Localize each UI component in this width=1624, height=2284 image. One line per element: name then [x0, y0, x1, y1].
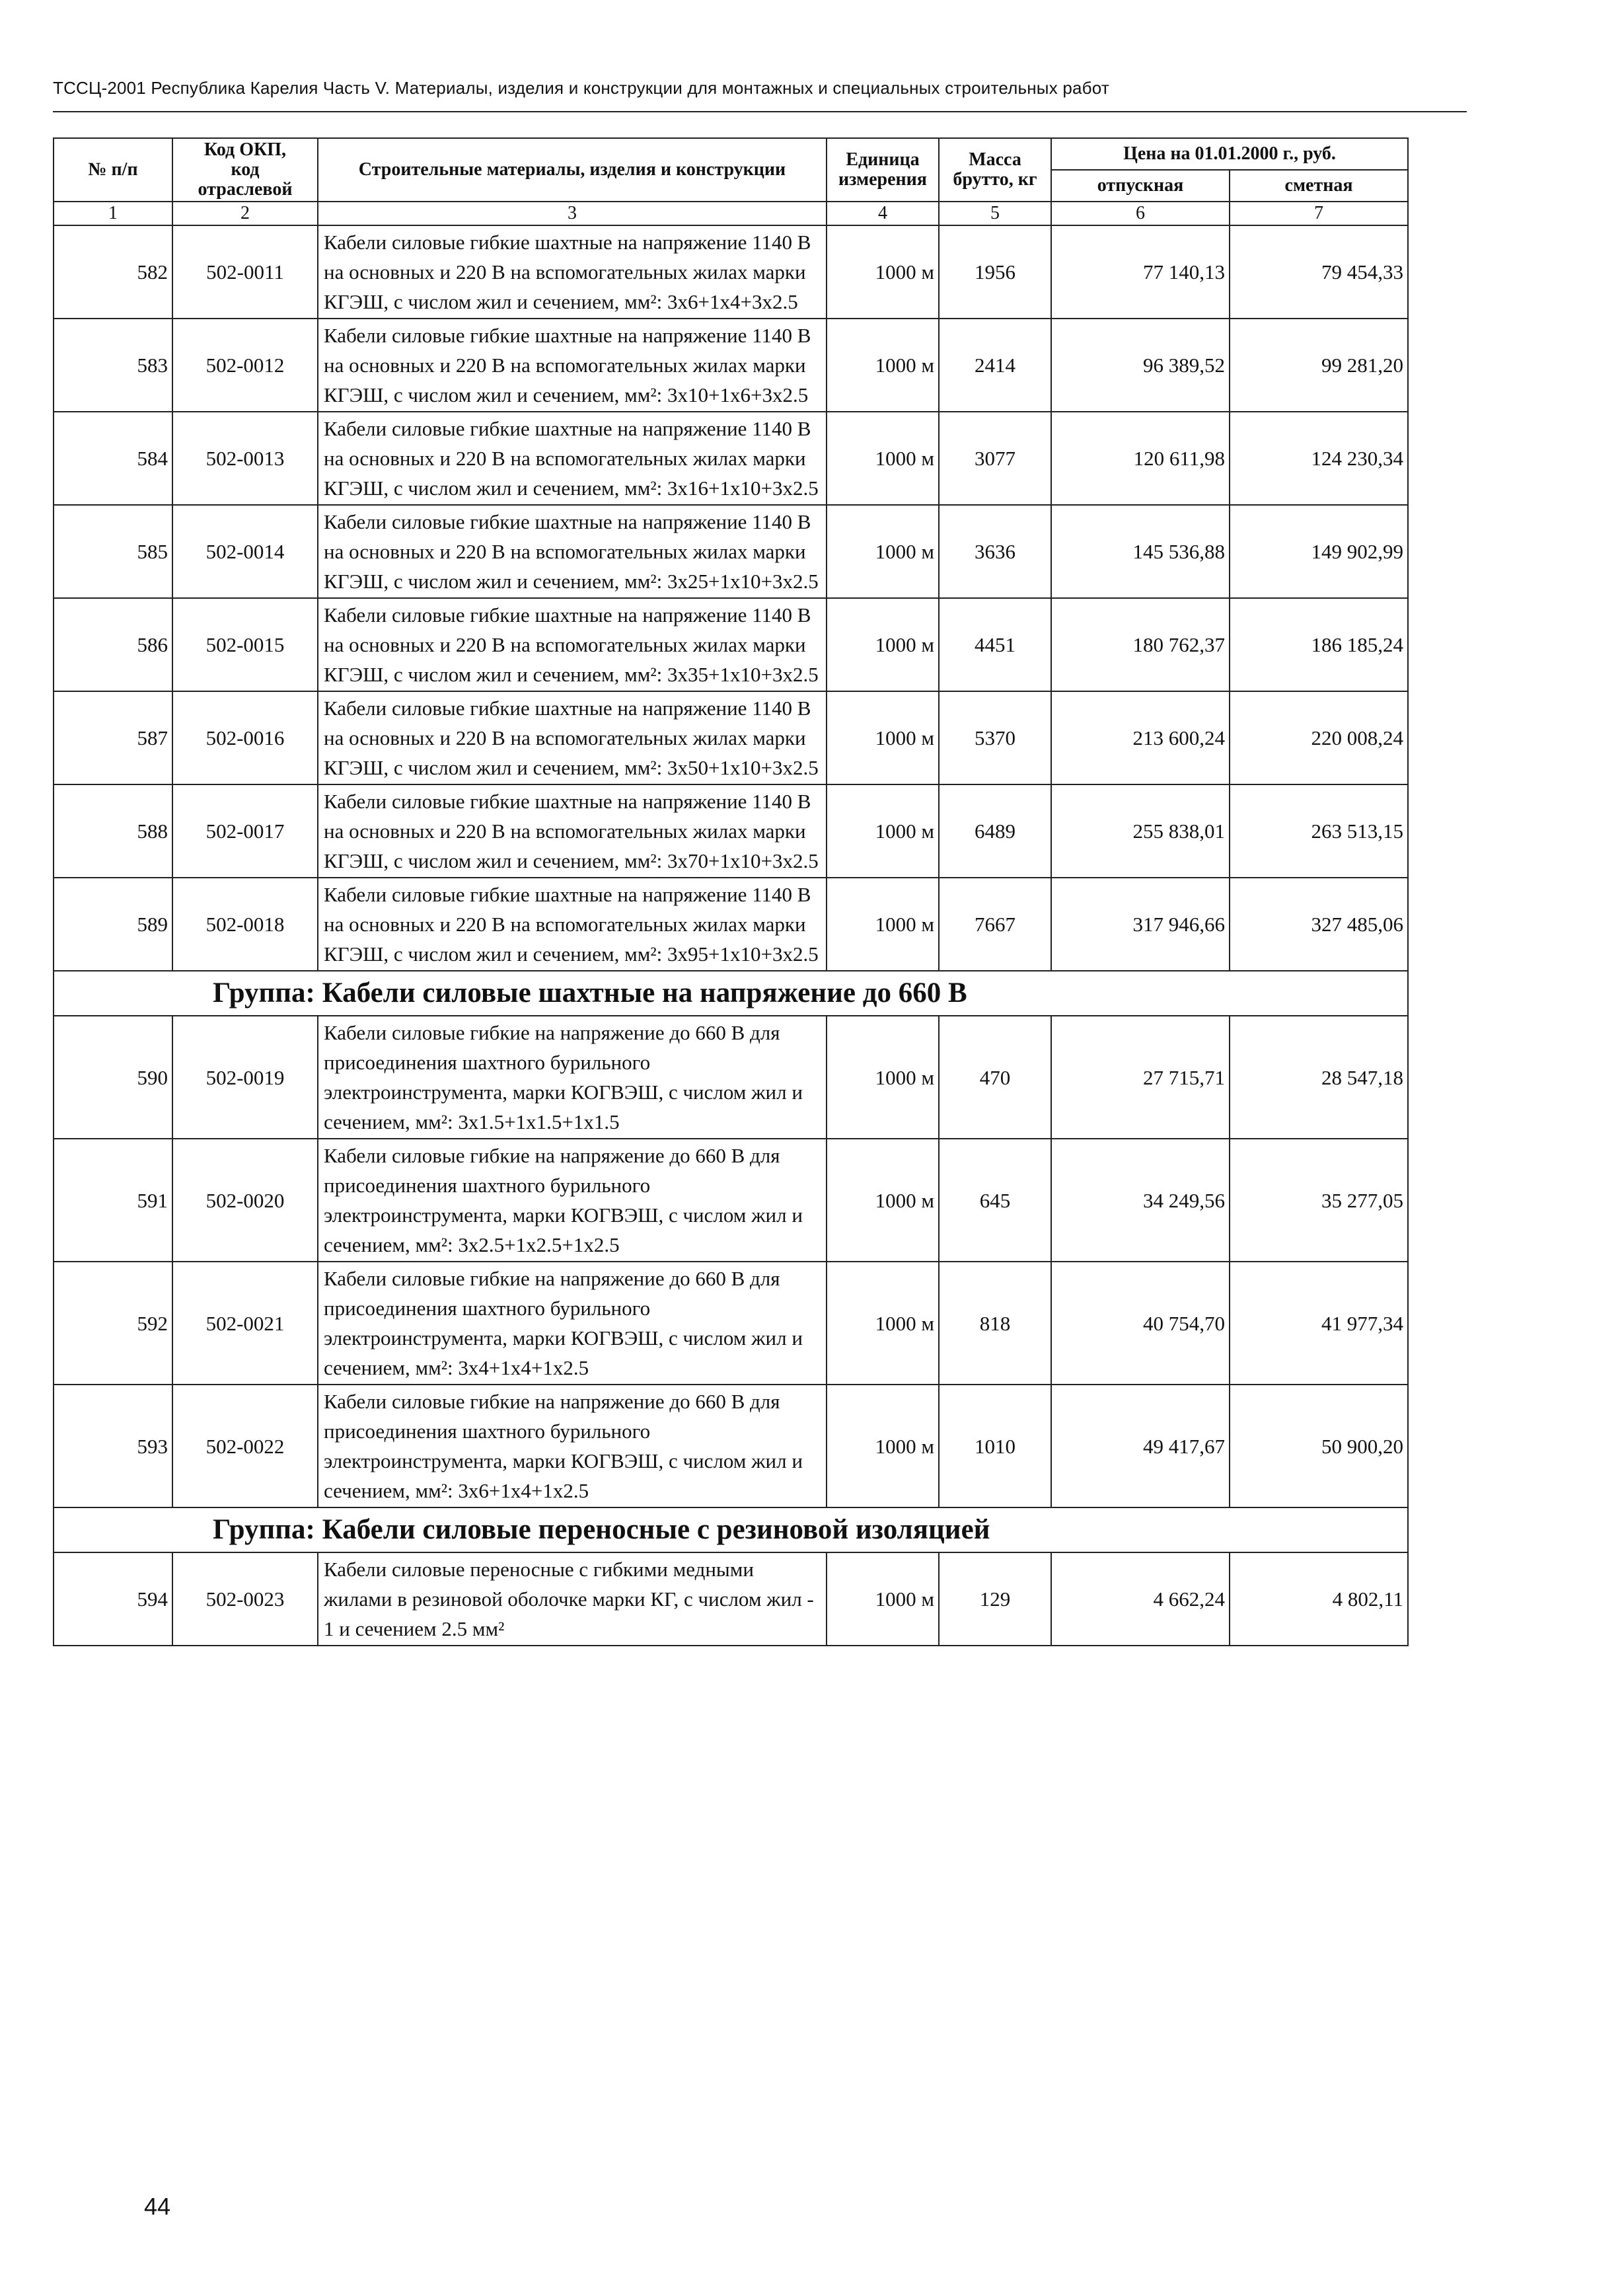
- unit-cell: 1000 м: [827, 1385, 939, 1507]
- unit-cell: 1000 м: [827, 784, 939, 878]
- price-estimate-cell: 327 485,06: [1230, 878, 1408, 971]
- price-table: [53, 137, 1409, 1646]
- code-cell: 502-0021: [172, 1262, 318, 1385]
- unit-cell: 1000 м: [827, 878, 939, 971]
- price-release-cell: 34 249,56: [1051, 1139, 1230, 1262]
- unit-cell: 1000 м: [827, 505, 939, 598]
- mass-cell: 645: [939, 1139, 1051, 1262]
- group-row: [54, 1507, 1408, 1552]
- description-cell: Кабели силовые гибкие шахтные на напряжение 1140 В на основных и 220 В на вспомогательных жилах марки КГЭШ, с числом жил и сечением, мм²: 3х16+1х10+3х2.5: [318, 412, 827, 505]
- price-release-cell: 40 754,70: [1051, 1262, 1230, 1385]
- description-cell: Кабели силовые гибкие шахтные на напряжение 1140 В на основных и 220 В на вспомогательных жилах марки КГЭШ, с числом жил и сечением, мм²: 3х35+1х10+3х2.5: [318, 598, 827, 691]
- column-number: 7: [1230, 202, 1408, 225]
- table-row: [54, 225, 1408, 319]
- row-number-cell: 591: [54, 1139, 172, 1262]
- row-number-cell: 593: [54, 1385, 172, 1507]
- mass-cell: 129: [939, 1552, 1051, 1646]
- code-cell: 502-0012: [172, 319, 318, 412]
- column-number: 3: [318, 202, 827, 225]
- price-estimate-cell: 124 230,34: [1230, 412, 1408, 505]
- mass-cell: 1010: [939, 1385, 1051, 1507]
- price-estimate-cell: 186 185,24: [1230, 598, 1408, 691]
- price-release-cell: 180 762,37: [1051, 598, 1230, 691]
- price-release-cell: 120 611,98: [1051, 412, 1230, 505]
- column-number: 5: [939, 202, 1051, 225]
- row-number-cell: 594: [54, 1552, 172, 1646]
- description-cell: Кабели силовые гибкие на напряжение до 660 В для присоединения шахтного бурильного электроинструмента, марки КОГВЭШ, с числом жил и сечением, мм²: 3х2.5+1х2.5+1х2.5: [318, 1139, 827, 1262]
- price-estimate-cell: 79 454,33: [1230, 225, 1408, 319]
- group-row: [54, 971, 1408, 1016]
- col-header-price-group: Цена на 01.01.2000 г., руб.: [1051, 138, 1408, 170]
- row-number-cell: 589: [54, 878, 172, 971]
- row-number-cell: 587: [54, 691, 172, 784]
- price-estimate-cell: 4 802,11: [1230, 1552, 1408, 1646]
- table-row: [54, 1262, 1408, 1385]
- description-cell: Кабели силовые гибкие шахтные на напряжение 1140 В на основных и 220 В на вспомогательных жилах марки КГЭШ, с числом жил и сечением, мм²: 3х10+1х6+3х2.5: [318, 319, 827, 412]
- table-row: [54, 878, 1408, 971]
- price-estimate-cell: 263 513,15: [1230, 784, 1408, 878]
- table-row: [54, 505, 1408, 598]
- table-header-row: [54, 138, 1408, 170]
- unit-cell: 1000 м: [827, 319, 939, 412]
- unit-cell: 1000 м: [827, 1139, 939, 1262]
- col-header-unit: Единица измерения: [827, 138, 939, 202]
- mass-cell: 6489: [939, 784, 1051, 878]
- price-estimate-cell: 220 008,24: [1230, 691, 1408, 784]
- price-estimate-cell: 99 281,20: [1230, 319, 1408, 412]
- row-number-cell: 585: [54, 505, 172, 598]
- unit-cell: 1000 м: [827, 598, 939, 691]
- col-header-code: [172, 138, 318, 202]
- code-cell: 502-0019: [172, 1016, 318, 1139]
- table-row: [54, 1139, 1408, 1262]
- column-number-row: [54, 202, 1408, 225]
- code-cell: 502-0014: [172, 505, 318, 598]
- page-header: ТССЦ-2001 Республика Карелия Часть V. Материалы, изделия и конструкции для монтажных и специальных строительных работ: [53, 78, 1109, 98]
- col-header-mass: Масса брутто, кг: [939, 138, 1051, 202]
- mass-cell: 470: [939, 1016, 1051, 1139]
- table-row: [54, 691, 1408, 784]
- price-release-cell: 77 140,13: [1051, 225, 1230, 319]
- description-cell: Кабели силовые гибкие шахтные на напряжение 1140 В на основных и 220 В на вспомогательных жилах марки КГЭШ, с числом жил и сечением, мм²: 3х95+1х10+3х2.5: [318, 878, 827, 971]
- col-header-price-estimate: сметная: [1230, 170, 1408, 202]
- table-row: [54, 319, 1408, 412]
- code-cell: 502-0020: [172, 1139, 318, 1262]
- table-row: [54, 598, 1408, 691]
- price-release-cell: 27 715,71: [1051, 1016, 1230, 1139]
- code-cell: 502-0022: [172, 1385, 318, 1507]
- col-header-price-release: отпускная: [1051, 170, 1230, 202]
- mass-cell: 2414: [939, 319, 1051, 412]
- table-row: [54, 412, 1408, 505]
- price-release-cell: 317 946,66: [1051, 878, 1230, 971]
- mass-cell: 3636: [939, 505, 1051, 598]
- price-release-cell: 49 417,67: [1051, 1385, 1230, 1507]
- column-number: 1: [54, 202, 172, 225]
- unit-cell: 1000 м: [827, 691, 939, 784]
- code-cell: 502-0017: [172, 784, 318, 878]
- price-estimate-cell: 41 977,34: [1230, 1262, 1408, 1385]
- description-cell: Кабели силовые гибкие шахтные на напряжение 1140 В на основных и 220 В на вспомогательных жилах марки КГЭШ, с числом жил и сечением, мм²: 3х50+1х10+3х2.5: [318, 691, 827, 784]
- column-number: 4: [827, 202, 939, 225]
- mass-cell: 818: [939, 1262, 1051, 1385]
- price-estimate-cell: 28 547,18: [1230, 1016, 1408, 1139]
- table-row: [54, 1552, 1408, 1646]
- row-number-cell: 583: [54, 319, 172, 412]
- code-cell: 502-0016: [172, 691, 318, 784]
- mass-cell: 1956: [939, 225, 1051, 319]
- code-cell: 502-0011: [172, 225, 318, 319]
- col-header-num: № п/п: [54, 138, 172, 202]
- price-estimate-cell: 35 277,05: [1230, 1139, 1408, 1262]
- unit-cell: 1000 м: [827, 1552, 939, 1646]
- unit-cell: 1000 м: [827, 412, 939, 505]
- unit-cell: 1000 м: [827, 1262, 939, 1385]
- price-table-container: [53, 137, 1407, 1646]
- group-title: Группа: Кабели силовые переносные с резиновой изоляцией: [54, 1507, 1408, 1552]
- table-row: [54, 784, 1408, 878]
- description-cell: Кабели силовые гибкие на напряжение до 660 В для присоединения шахтного бурильного электроинструмента, марки КОГВЭШ, с числом жил и сечением, мм²: 3х6+1х4+1х2.5: [318, 1385, 827, 1507]
- row-number-cell: 592: [54, 1262, 172, 1385]
- code-cell: 502-0023: [172, 1552, 318, 1646]
- mass-cell: 3077: [939, 412, 1051, 505]
- code-cell: 502-0018: [172, 878, 318, 971]
- unit-cell: 1000 м: [827, 1016, 939, 1139]
- price-estimate-cell: 149 902,99: [1230, 505, 1408, 598]
- row-number-cell: 584: [54, 412, 172, 505]
- unit-cell: 1000 м: [827, 225, 939, 319]
- description-cell: Кабели силовые гибкие шахтные на напряжение 1140 В на основных и 220 В на вспомогательных жилах марки КГЭШ, с числом жил и сечением, мм²: 3х6+1х4+3х2.5: [318, 225, 827, 319]
- col-header-code-line2: код: [231, 159, 260, 180]
- price-release-cell: 4 662,24: [1051, 1552, 1230, 1646]
- description-cell: Кабели силовые гибкие на напряжение до 660 В для присоединения шахтного бурильного электроинструмента, марки КОГВЭШ, с числом жил и сечением, мм²: 3х4+1х4+1х2.5: [318, 1262, 827, 1385]
- mass-cell: 5370: [939, 691, 1051, 784]
- price-release-cell: 96 389,52: [1051, 319, 1230, 412]
- code-cell: 502-0015: [172, 598, 318, 691]
- description-cell: Кабели силовые гибкие на напряжение до 660 В для присоединения шахтного бурильного электроинструмента, марки КОГВЭШ, с числом жил и сечением, мм²: 3х1.5+1х1.5+1х1.5: [318, 1016, 827, 1139]
- mass-cell: 7667: [939, 878, 1051, 971]
- group-title: Группа: Кабели силовые шахтные на напряжение до 660 В: [54, 971, 1408, 1016]
- column-number: 2: [172, 202, 318, 225]
- page-number: 44: [144, 2193, 171, 2220]
- row-number-cell: 586: [54, 598, 172, 691]
- price-estimate-cell: 50 900,20: [1230, 1385, 1408, 1507]
- description-cell: Кабели силовые гибкие шахтные на напряжение 1140 В на основных и 220 В на вспомогательных жилах марки КГЭШ, с числом жил и сечением, мм²: 3х70+1х10+3х2.5: [318, 784, 827, 878]
- row-number-cell: 582: [54, 225, 172, 319]
- price-release-cell: 213 600,24: [1051, 691, 1230, 784]
- table-row: [54, 1385, 1408, 1507]
- description-cell: Кабели силовые переносные с гибкими медными жилами в резиновой оболочке марки КГ, с числом жил - 1 и сечением 2.5 мм²: [318, 1552, 827, 1646]
- column-number: 6: [1051, 202, 1230, 225]
- row-number-cell: 590: [54, 1016, 172, 1139]
- col-header-name: Строительные материалы, изделия и конструкции: [318, 138, 827, 202]
- code-cell: 502-0013: [172, 412, 318, 505]
- description-cell: Кабели силовые гибкие шахтные на напряжение 1140 В на основных и 220 В на вспомогательных жилах марки КГЭШ, с числом жил и сечением, мм²: 3х25+1х10+3х2.5: [318, 505, 827, 598]
- mass-cell: 4451: [939, 598, 1051, 691]
- header-divider: [53, 111, 1467, 112]
- price-release-cell: 145 536,88: [1051, 505, 1230, 598]
- table-body: [54, 202, 1408, 1646]
- row-number-cell: 588: [54, 784, 172, 878]
- col-header-code-line3: отраслевой: [198, 179, 293, 200]
- table-row: [54, 1016, 1408, 1139]
- col-header-code-line1: Код ОКП,: [203, 139, 287, 160]
- price-release-cell: 255 838,01: [1051, 784, 1230, 878]
